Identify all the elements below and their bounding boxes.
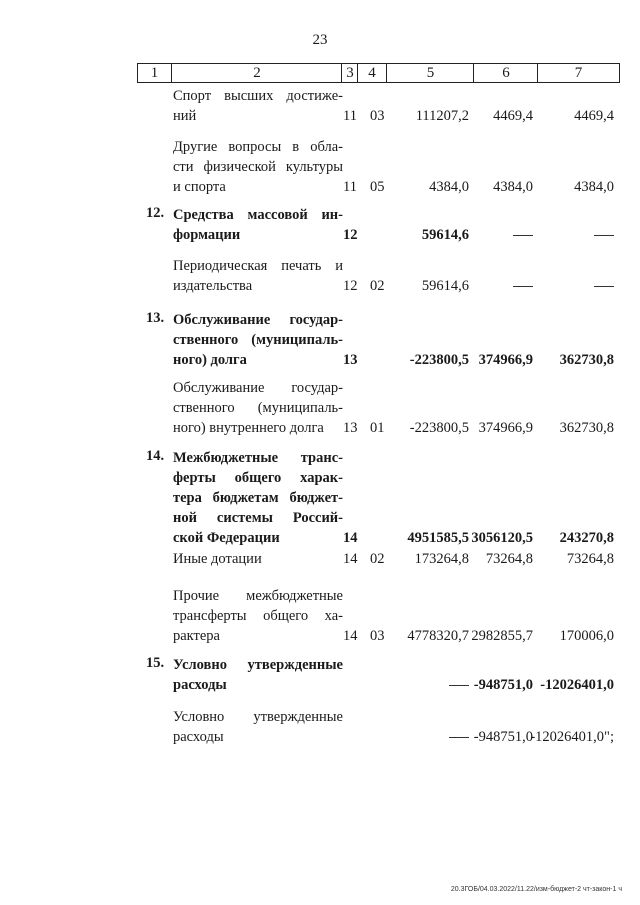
row-name-line: Другие вопросы в обла- <box>173 139 343 155</box>
dash-mark <box>594 235 614 236</box>
section-code: 12 <box>343 227 358 243</box>
amount-col-7: 73264,8 <box>566 551 614 567</box>
row-name <box>173 256 343 296</box>
amount-col-7: 4384,0 <box>574 179 614 195</box>
amount-col-5: -223800,5 <box>409 420 469 436</box>
row-name-line: и спорта <box>173 179 226 195</box>
row-name <box>173 549 343 569</box>
row-name-line: ственного (муниципаль- <box>173 332 343 348</box>
dash-mark <box>449 737 469 738</box>
section-code: 14 <box>343 628 358 644</box>
row-name <box>173 586 343 646</box>
row-name <box>173 205 343 245</box>
amount-col-5: 4951585,5 <box>407 530 469 546</box>
amount-col-7 <box>594 225 614 245</box>
header-col-3: 3 <box>346 65 354 81</box>
header-col-7: 7 <box>574 65 583 81</box>
amount-col-7: 362730,8 <box>559 420 614 436</box>
amount-col-6: -948751,0 <box>473 677 533 693</box>
row-name <box>173 378 343 438</box>
amount-col-7: 243270,8 <box>559 530 614 546</box>
header-col-5: 5 <box>426 65 435 81</box>
amount-col-7: 4469,4 <box>574 108 614 124</box>
amount-col-6: -948751,0 <box>473 729 533 745</box>
amount-col-6 <box>513 276 533 296</box>
row-name <box>173 707 343 747</box>
row-name-line: Условно утвержденные <box>173 657 343 673</box>
row-name-line: формации <box>173 227 241 243</box>
subsection-code: 03 <box>370 628 385 644</box>
footer-file-reference: 20.3ГОБ/04.03.2022/11.22/изм-бюджет-2 чт-закон-1 ч <box>450 886 622 893</box>
row-name-line: Средства массовой ин- <box>173 207 343 223</box>
row-name-line: рактера <box>173 628 220 644</box>
table-header <box>137 63 620 83</box>
section-code: 14 <box>343 551 358 567</box>
row-name-line: тера бюджетам бюджет- <box>173 490 343 506</box>
row-name-line: ской Федерации <box>173 530 280 546</box>
amount-col-6: 2982855,7 <box>471 628 533 644</box>
amount-col-6 <box>513 225 533 245</box>
row-name-line: Прочие межбюджетные <box>173 588 343 604</box>
row-name-line: трансферты общего ха- <box>173 608 343 624</box>
subsection-code: 05 <box>370 179 385 195</box>
row-number: 12. <box>146 205 165 221</box>
row-name-line: Иные дотации <box>173 551 262 567</box>
amount-col-7: -12026401,0 <box>540 677 614 693</box>
row-name <box>173 86 343 126</box>
row-name-line: ной системы Россий- <box>173 510 343 526</box>
section-code: 14 <box>343 530 358 546</box>
row-name-line: ферты общего харак- <box>173 470 343 486</box>
amount-col-7 <box>594 276 614 296</box>
subsection-code: 01 <box>370 420 385 436</box>
section-code: 11 <box>343 179 357 195</box>
amount-col-6: 374966,9 <box>478 352 533 368</box>
header-col-1: 1 <box>150 65 159 81</box>
header-col-2: 2 <box>253 65 261 81</box>
subsection-code: 02 <box>370 551 385 567</box>
header-col-6: 6 <box>502 65 510 81</box>
row-name-line: издательства <box>173 278 253 294</box>
header-col-4: 4 <box>368 65 376 81</box>
amount-col-5 <box>449 675 469 695</box>
row-name <box>173 448 343 548</box>
amount-col-5 <box>449 727 469 747</box>
amount-col-7: 362730,8 <box>559 352 614 368</box>
amount-col-6: 374966,9 <box>478 420 533 436</box>
row-number: 13. <box>146 310 165 326</box>
row-name <box>173 655 343 695</box>
dash-mark <box>513 286 533 287</box>
amount-col-6: 73264,8 <box>485 551 533 567</box>
page-number: 23 <box>312 32 328 48</box>
row-number: 15. <box>146 655 165 671</box>
row-number: 14. <box>146 448 165 464</box>
subsection-code: 02 <box>370 278 385 294</box>
row-name-line: ного) долга <box>173 352 247 368</box>
amount-col-5: 4384,0 <box>429 179 469 195</box>
section-code: 12 <box>343 278 358 294</box>
row-name-line: ного) внутреннего долга <box>173 420 324 436</box>
dash-mark <box>513 235 533 236</box>
section-code: 11 <box>343 108 357 124</box>
row-name-line: Периодическая печать и <box>173 258 343 274</box>
row-name-line: Обслуживание государ- <box>173 312 343 328</box>
row-name-line: Межбюджетные транс- <box>173 450 343 466</box>
dash-mark <box>594 286 614 287</box>
row-name-line: расходы <box>173 729 224 745</box>
amount-col-5: 59614,6 <box>421 227 469 243</box>
row-name-line: ний <box>173 108 197 124</box>
amount-col-6: 4384,0 <box>493 179 533 195</box>
amount-col-7: 170006,0 <box>559 628 614 644</box>
amount-col-7: -12026401,0"; <box>530 729 614 745</box>
amount-col-5: 59614,6 <box>421 278 469 294</box>
amount-col-5: 4778320,7 <box>407 628 469 644</box>
row-name-line: Обслуживание государ- <box>173 380 343 396</box>
row-name-line: расходы <box>173 677 227 693</box>
section-code: 13 <box>343 420 358 436</box>
row-name-line: ственного (муниципаль- <box>173 400 343 416</box>
row-name-line: сти физической культуры <box>173 159 343 175</box>
row-name-line: Спорт высших достиже- <box>173 88 343 104</box>
amount-col-5: 173264,8 <box>414 551 469 567</box>
row-name-line: Условно утвержденные <box>173 709 343 725</box>
amount-col-6: 3056120,5 <box>471 530 533 546</box>
dash-mark <box>449 685 469 686</box>
section-code: 13 <box>343 352 358 368</box>
amount-col-5: -223800,5 <box>409 352 469 368</box>
amount-col-6: 4469,4 <box>493 108 533 124</box>
subsection-code: 03 <box>370 108 385 124</box>
amount-col-5: 111207,2 <box>415 108 469 124</box>
row-name <box>173 310 343 370</box>
row-name <box>173 137 343 197</box>
